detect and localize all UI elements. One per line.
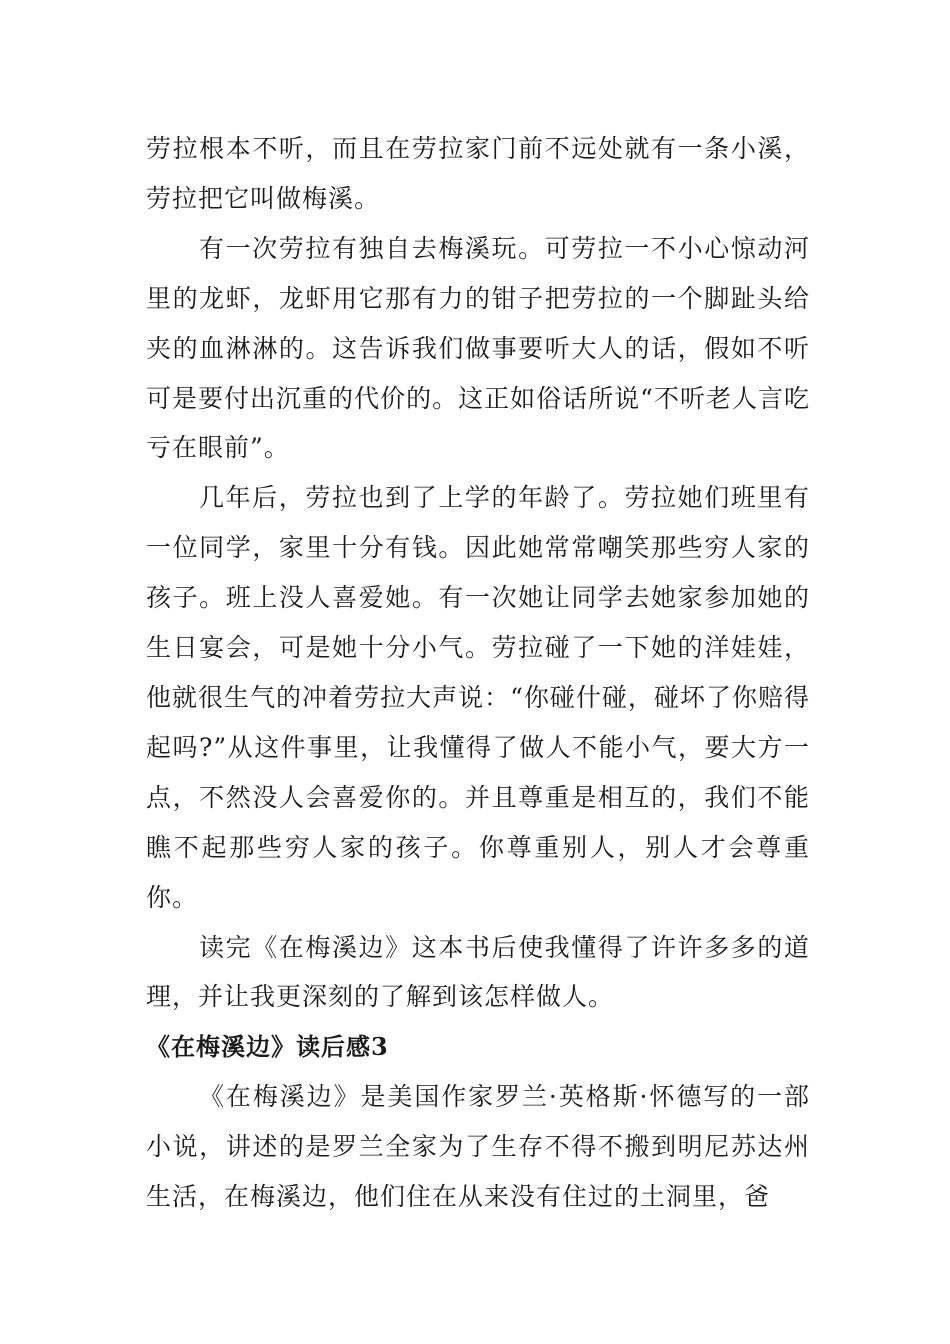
paragraph-conclusion: 读完《在梅溪边》这本书后使我懂得了许许多多的道理，并让我更深刻的了解到该怎样做人。 xyxy=(146,932,810,1012)
paragraph-section-intro: 《在梅溪边》是美国作家罗兰·英格斯·怀德写的一部小说，讲述的是罗兰全家为了生存不得不搬到明尼苏达州生活，在梅溪边，他们住在从来没有住过的土洞里，爸 xyxy=(146,1082,810,1212)
paragraph-classmate: 几年后，劳拉也到了上学的年龄了。劳拉她们班里有一位同学，家里十分有钱。因此她常常嘲笑那些穷人家的孩子。班上没人喜爱她。有一次她让同学去她家参加她的生日宴会，可是她十分小气。劳拉碰了一下她的洋娃娃，他就很生气的冲着劳拉大声说：“你碰什碰，碰坏了你赔得起吗?”从这件事里，让我懂得了做人不能小气，要大方一点，不然没人会喜爱你的。并且尊重是相互的，我们不能瞧不起那些穷人家的孩子。你尊重别人，别人才会尊重你。 xyxy=(146,483,810,912)
section-heading: 《在梅溪边》读后感3 xyxy=(146,1032,389,1062)
paragraph-crayfish: 有一次劳拉有独自去梅溪玩。可劳拉一不小心惊动河里的龙虾，龙虾用它那有力的钳子把劳拉的一个脚趾头给夹的血淋淋的。这告诉我们做事要听大人的话，假如不听可是要付出沉重的代价的。这正如俗话所说“不听老人言吃亏在眼前”。 xyxy=(146,233,810,463)
document-body xyxy=(146,124,810,1222)
paragraph-continuation: 劳拉根本不听，而且在劳拉家门前不远处就有一条小溪，劳拉把它叫做梅溪。 xyxy=(146,134,810,213)
